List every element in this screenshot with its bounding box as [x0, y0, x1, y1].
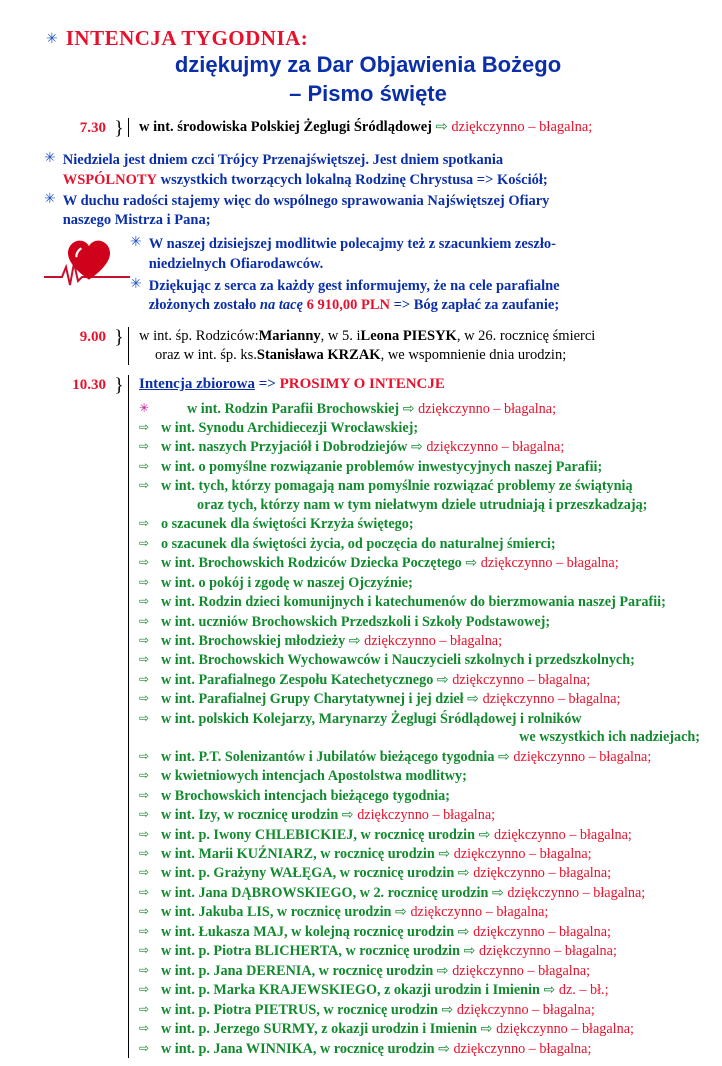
arrow-icon: ⇨: [139, 768, 150, 783]
intention-text: w int. p. Grażyny WAŁĘGA, w rocznicę urodzin: [161, 865, 455, 882]
arrow-icon: ⇨: [139, 1040, 150, 1055]
arrow-icon: ⇨: [402, 400, 415, 417]
intention-text: w int. p. Jana DERENIA, w rocznicę urodzin: [161, 962, 434, 979]
arrow-icon: ⇨: [436, 962, 449, 979]
list-item: [139, 922, 704, 941]
intention-text: w int. tych, którzy pomagają nam pomyślnie rozwiązać problemy ze świątynią: [161, 478, 633, 495]
list-item: [139, 612, 704, 631]
intention-tail: dziękczynno – błagalna;: [513, 748, 652, 765]
intention-text: o szacunek dla świętości życia, od poczęcia do naturalnej śmierci;: [161, 535, 556, 552]
list-item: [139, 709, 704, 747]
list-item: [139, 670, 704, 689]
intention-text: w int. p. Marka KRAJEWSKIEGO, z okazji urodzin i Imienin: [161, 982, 540, 999]
list-item: [139, 1039, 704, 1058]
intention-text: w int. Jana DĄBROWSKIEGO, w 2. rocznicę urodzin: [161, 884, 489, 901]
arrow-icon: ⇨: [497, 748, 510, 765]
arrow-icon: ⇨: [139, 574, 150, 589]
arrow-icon: ⇨: [467, 691, 480, 708]
arrow-icon: ⇨: [139, 982, 150, 997]
list-item: [139, 477, 704, 515]
note-2-text: [63, 192, 694, 231]
mass-730-tail: dziękczynno – błagalna;: [451, 119, 593, 136]
intention-tail: dziękczynno – błagalna;: [453, 845, 592, 862]
arrow-icon: ⇨: [395, 904, 407, 921]
intention-text: w Brochowskich intencjach bieżącego tygodnia;: [161, 787, 450, 804]
note-4-part-a: Dziękując z serca za każdy gest informujemy, że na cele parafialne: [148, 277, 560, 294]
arrow-icon: ⇨: [139, 807, 150, 822]
arrow-icon: ⇨: [139, 748, 150, 763]
note-1-part-c: wszystkich tworzących lokalną Rodzinę Chrystusa => Kościół;: [160, 171, 548, 188]
intention-text: w int. Brochowskich Rodziców Dziecka Poczętego: [161, 555, 462, 572]
list-item-text: [161, 884, 704, 902]
list-item-text: [161, 767, 704, 785]
arrow-icon: ⇨: [139, 613, 150, 628]
note-3-text: [149, 235, 684, 274]
heart-and-notes-row: [44, 235, 694, 317]
arrow-icon: ⇨: [457, 923, 470, 940]
arrow-icon: ⇨: [465, 555, 478, 572]
list-item: [139, 864, 704, 883]
list-item-text: [161, 554, 704, 572]
list-item: [139, 844, 704, 863]
list-item: [139, 786, 704, 805]
list-item-text: [161, 574, 704, 592]
intention-tail: dziękczynno – błagalna;: [410, 904, 549, 921]
asterisk-icon: ✳: [130, 234, 142, 251]
arrow-icon: ⇨: [480, 1021, 493, 1038]
mass-900-line1: [139, 327, 704, 346]
intention-tail: dziękczynno – błagalna;: [479, 943, 617, 960]
intention-tail: dziękczynno – błagalna;: [453, 1040, 592, 1057]
list-item: [139, 534, 704, 553]
mass-900-l2-c: , we wspomnienie dnia urodzin;: [380, 347, 567, 364]
list-item: [139, 767, 704, 786]
intention-text: w int. P.T. Solenizantów i Jubilatów bieżącego tygodnia: [161, 748, 495, 765]
note-3: [130, 235, 684, 274]
arrow-icon: ⇨: [139, 652, 150, 667]
note-2: [44, 192, 694, 231]
list-item-text: [161, 903, 704, 921]
note-1-text: [63, 151, 694, 190]
list-item-text: [161, 962, 704, 980]
brace-icon: }: [114, 375, 124, 397]
arrow-icon: ⇨: [139, 962, 150, 977]
intention-text: w int. polskich Kolejarzy, Marynarzy Żeglugi Śródlądowej i rolników: [161, 710, 582, 727]
mass-900-l1-d: Leona PIESYK: [360, 328, 457, 344]
list-item: [139, 457, 704, 476]
arrow-icon: ⇨: [139, 516, 150, 531]
arrow-icon: ⇨: [139, 826, 150, 841]
mass-900-l1-e: , w 26. rocznicę śmierci: [456, 328, 596, 344]
intention-text: w int. o pokój i zgodę w naszej Ojczyźnie;: [161, 574, 413, 591]
arrow-icon: ⇨: [435, 119, 448, 136]
arrow-icon: ⇨: [139, 478, 150, 493]
list-item: [139, 690, 704, 709]
mass-900-line2: [139, 346, 704, 365]
list-item: [139, 1020, 704, 1039]
arrow-icon: ⇨: [436, 671, 449, 688]
collective-intention-heading: [139, 375, 704, 395]
intention-tail: dziękczynno – błagalna;: [494, 826, 632, 843]
brace-icon: }: [114, 118, 124, 140]
list-item-text: [161, 748, 704, 766]
intention-text: w int. p. Jana WINNIKA, w rocznicę urodzin: [161, 1040, 435, 1057]
list-item: [139, 438, 704, 457]
mass-900-l2-b: Stanisława KRZAK: [256, 347, 381, 364]
intention-text: w int. Brochowskich Wychowawców i Nauczycieli szkolnych i przedszkolnych;: [161, 652, 635, 669]
arrow-icon: ⇨: [139, 420, 150, 434]
list-item-text: [161, 438, 704, 456]
list-item: [139, 651, 704, 670]
intention-tail: dziękczynno – błagalna;: [357, 807, 496, 824]
intention-tail: dziękczynno – błagalna;: [364, 632, 503, 649]
list-item-text: [161, 515, 704, 533]
arrow-icon: ⇨: [139, 904, 150, 919]
list-item: [139, 554, 704, 573]
intention-text: w int. naszych Przyjaciół i Dobrodziejów: [161, 439, 408, 456]
list-item: [139, 419, 704, 438]
arrow-icon: ⇨: [139, 594, 150, 609]
list-item: [139, 942, 704, 961]
intention-text: w int. Parafialnego Zespołu Katechetycznego: [161, 671, 434, 688]
intention-tail: dziękczynno – błagalna;: [452, 962, 591, 979]
arrow-icon: ⇨: [139, 1021, 150, 1036]
mass-1030-body: [128, 375, 704, 1058]
intentions-list: [139, 399, 704, 1058]
list-item: [139, 399, 704, 418]
list-item-text: [161, 613, 704, 631]
list-item-text: [161, 710, 704, 747]
heart-ecg-image: [44, 237, 130, 299]
arrow-icon: ⇨: [438, 845, 451, 862]
intention-text: w int. Rodzin Parafii Brochowskiej: [187, 400, 400, 417]
header-subtitle-line2: – Pismo święte: [289, 81, 447, 107]
intention-tail: dz. – bł.;: [558, 982, 609, 999]
arrow-icon: ⇨: [348, 632, 361, 649]
list-item: [139, 981, 704, 1000]
note-4-italic: na tacę: [259, 297, 303, 314]
note-4-part-b: złożonych zostało: [148, 297, 257, 314]
arrow-icon: ⇨: [139, 1001, 150, 1016]
arrow-icon: ⇨: [441, 1001, 454, 1018]
note-2-part-b: naszego Mistrza i Pana;: [62, 212, 211, 229]
asterisk-icon: ✳: [44, 150, 56, 167]
list-item: [139, 593, 704, 612]
arrow-icon: ⇨: [139, 632, 150, 647]
note-3-part-a: W naszej dzisiejszej modlitwie polecajmy też z szacunkiem zeszło-: [148, 236, 556, 253]
intention-text: w int. Marii KUŹNIARZ, w rocznicę urodzin: [161, 845, 435, 862]
arrow-icon: ⇨: [438, 1040, 450, 1057]
note-4-amount: 6 910,00 PLN: [306, 297, 390, 314]
arrow-icon: ⇨: [139, 845, 150, 860]
mass-900-l1-c: , w 5. i: [320, 328, 361, 344]
note-1-part-a: Niedziela jest dniem czci Trójcy Przenajświętszej. Jest dniem spotkania: [62, 152, 504, 169]
arrow-icon: ⇨: [139, 458, 150, 473]
arrow-icon: ⇨: [478, 826, 491, 843]
intention-continuation: oraz tych, którzy nam w tym niełatwym dziele utrudniają i przeszkadzają;: [197, 496, 648, 513]
header-title-row: [18, 26, 704, 51]
list-item-text: [161, 806, 704, 824]
list-item-text: [161, 671, 704, 689]
intention-tail: dziękczynno – błagalna;: [473, 923, 611, 940]
list-item: [139, 1000, 704, 1019]
list-item-text: [161, 458, 704, 476]
list-item-text: [161, 535, 704, 553]
heart-icon: [66, 239, 112, 281]
list-item: [139, 573, 704, 592]
intention-text: w int. uczniów Brochowskich Przedszkoli i Szkoły Podstawowej;: [161, 613, 551, 630]
asterisk-icon: ✳: [139, 400, 150, 415]
intention-tail: dziękczynno – błagalna;: [482, 691, 621, 708]
intention-continuation: we wszystkich ich nadziejach;: [519, 729, 700, 746]
intention-tail: dziękczynno – błagalna;: [496, 1021, 634, 1038]
list-item-text: [161, 593, 704, 611]
intention-tail: dziękczynno – błagalna;: [456, 1001, 595, 1018]
list-item: [139, 825, 704, 844]
arrow-icon: ⇨: [341, 807, 354, 824]
list-item: [139, 961, 704, 980]
arrow-icon: ⇨: [491, 884, 504, 901]
list-item: [139, 747, 704, 766]
page-title: INTENCJA TYGODNIA:: [65, 26, 309, 50]
mass-time-1030: 10.30: [72, 377, 106, 394]
list-item-text: [161, 787, 704, 805]
arrow-icon: ⇨: [139, 555, 150, 570]
arrow-icon: ⇨: [139, 943, 150, 958]
list-item-text: [161, 651, 704, 669]
mass-730-text: w int. środowiska Polskiej Żeglugi Śródlądowej: [139, 119, 432, 136]
note-2-part-a: W duchu radości stajemy więc do wspólnego sprawowania Najświętszej Ofiary: [62, 192, 550, 209]
list-item-text: [161, 1001, 704, 1019]
intention-text: w int. Izy, w rocznicę urodzin: [161, 807, 339, 824]
arrow-icon: ⇨: [139, 671, 150, 686]
list-item: [139, 806, 704, 825]
note-1: [44, 151, 694, 190]
arrow-icon: ⇨: [139, 535, 150, 550]
intention-text: w int. Synodu Archidiecezji Wrocławskiej;: [161, 420, 419, 436]
arrow-icon: ⇨: [139, 923, 150, 938]
mass-time-900: 9.00: [79, 329, 106, 345]
list-item: [139, 883, 704, 902]
arrow-icon: ⇨: [543, 982, 556, 999]
mass-900-l2-a: oraz w int. śp. ks.: [155, 347, 257, 364]
note-1-part-b: WSPÓLNOTY: [62, 171, 157, 188]
intention-tail: dziękczynno – błagalna;: [473, 865, 612, 882]
notes-block: [18, 151, 704, 317]
notes-right-column: [130, 235, 694, 317]
intention-text: w int. Łukasza MAJ, w kolejną rocznicę urodzin: [161, 923, 455, 940]
asterisk-icon: ✳: [44, 190, 56, 207]
note-3-part-b: niedzielnych Ofiarodawców.: [148, 255, 324, 272]
note-4-text: [149, 277, 684, 316]
mass-entry-1030: [18, 375, 704, 1058]
intention-text: w int. Rodzin dzieci komunijnych i katechumenów do bierzmowania naszej Parafii;: [161, 594, 666, 611]
intention-text: w int. p. Jerzego SURMY, z okazji urodzin i Imienin: [161, 1021, 478, 1038]
arrow-icon: ⇨: [457, 865, 470, 882]
list-item-text: [161, 1040, 704, 1058]
arrow-icon: ⇨: [139, 439, 150, 454]
intention-tail: dziękczynno – błagalna;: [418, 400, 557, 417]
arrow-icon: ⇨: [139, 710, 150, 725]
intention-tail: dziękczynno – błagalna;: [426, 439, 565, 456]
asterisk-icon: ✳: [130, 275, 142, 292]
list-item: [139, 903, 704, 922]
mass-entry-730: [18, 118, 704, 139]
intention-text: w int. o pomyślne rozwiązanie problemów inwestycyjnych naszej Parafii;: [161, 458, 603, 475]
list-item-text: [161, 477, 704, 514]
asterisk-icon: ✳: [46, 30, 58, 47]
list-item-text: [161, 923, 704, 941]
note-4: [130, 277, 684, 316]
arrow-icon: ⇨: [139, 884, 150, 899]
intention-text: w kwietniowych intencjach Apostolstwa modlitwy;: [161, 768, 467, 785]
mass-900-l1-a: w int. śp. Rodziców:: [139, 328, 259, 344]
intention-text: w int. p. Piotra PIETRUS, w rocznicę urodzin: [161, 1001, 438, 1018]
intention-text: w int. p. Iwony CHLEBICKIEJ, w rocznicę urodzin: [161, 826, 476, 843]
arrow-icon: ⇨: [139, 787, 150, 802]
brace-icon: }: [114, 327, 124, 348]
intention-text: w int. Jakuba LIS, w rocznicę urodzin: [161, 904, 392, 921]
arrow-icon: ⇨: [410, 439, 423, 456]
mass-time-730: 7.30: [79, 120, 106, 137]
arrow-icon: ⇨: [139, 691, 150, 706]
arrow-icon: ⇨: [139, 865, 150, 880]
intention-tail: dziękczynno – błagalna;: [507, 884, 646, 901]
heading-collective: Intencja zbiorowa: [139, 376, 255, 393]
heading-prosimy: PROSIMY O INTENCJE: [279, 376, 445, 393]
heading-arrow: =>: [258, 376, 276, 393]
note-4-tail: => Bóg zapłać za zaufanie;: [393, 297, 560, 314]
intention-tail: dziękczynno – błagalna;: [480, 555, 619, 572]
mass-entry-900: [18, 327, 704, 365]
list-item-text: [161, 690, 704, 708]
intention-text: w int. p. Piotra BLICHERTA, w rocznicę urodzin: [161, 943, 461, 960]
list-item-text: [161, 942, 704, 960]
mass-900-l1-b: Marianny: [258, 328, 321, 344]
mass-730-body: [128, 118, 704, 137]
intention-text: o szacunek dla świętości Krzyża świętego;: [161, 516, 414, 533]
list-item-text: [161, 632, 704, 650]
intention-text: w int. Parafialnej Grupy Charytatywnej i jej dzieł: [161, 691, 464, 708]
list-item-text: [161, 864, 704, 882]
list-item-text: [161, 845, 704, 863]
list-item: [139, 631, 704, 650]
intention-text: w int. Brochowskiej młodzieży: [161, 632, 346, 649]
header-subtitle-line1: dziękujmy za Dar Objawienia Bożego: [174, 52, 562, 77]
list-item-text: [161, 419, 704, 437]
list-item-text: [161, 400, 704, 418]
list-item-text: [161, 826, 704, 844]
list-item-text: [161, 981, 704, 999]
mass-900-body: [128, 327, 704, 365]
intention-tail: dziękczynno – błagalna;: [452, 671, 591, 688]
list-item: [139, 515, 704, 534]
arrow-icon: ⇨: [463, 943, 476, 960]
